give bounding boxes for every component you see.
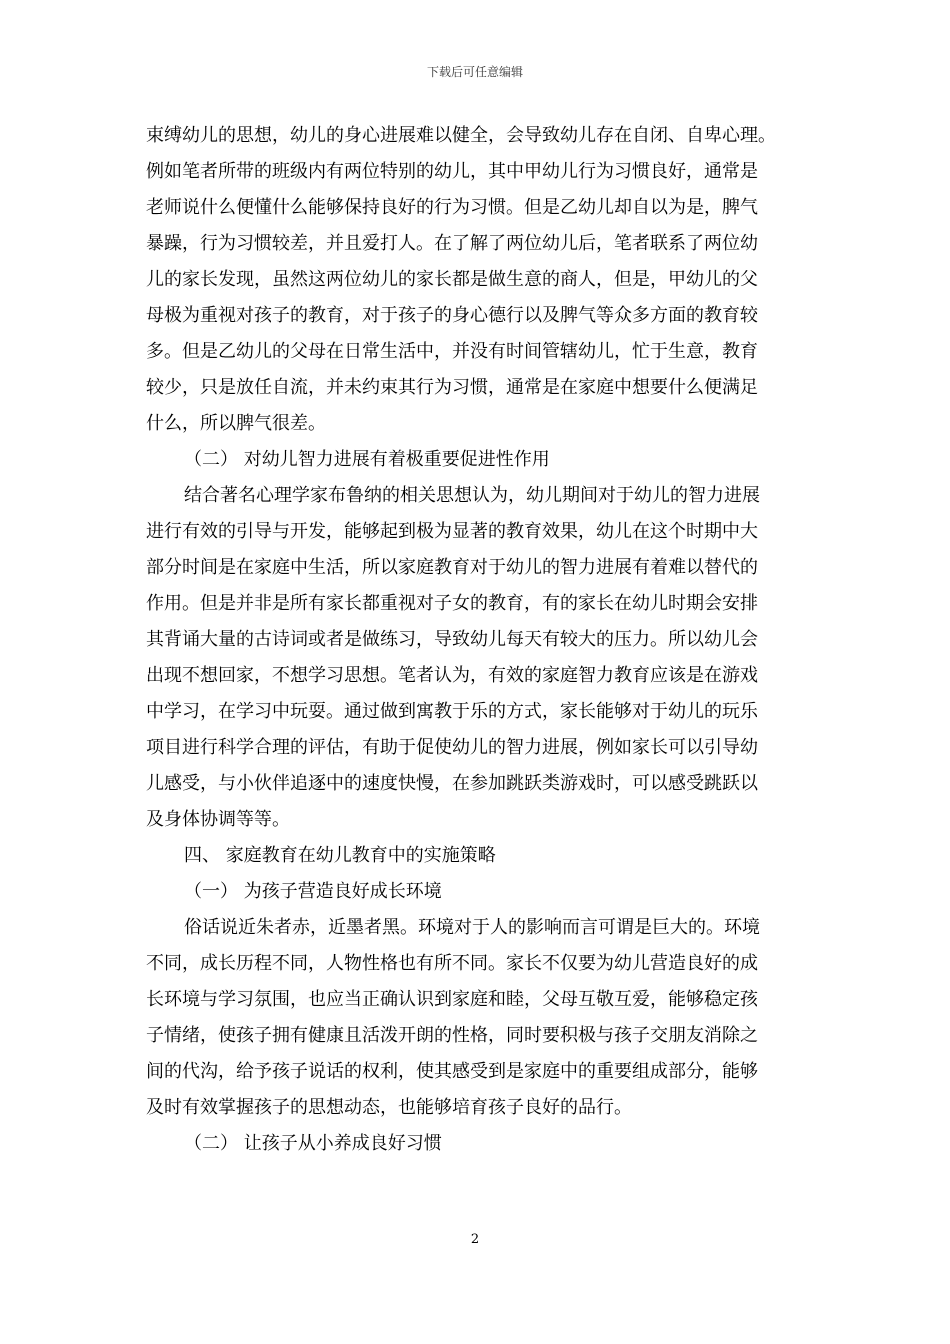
body-line: 俗话说近朱者赤，近墨者黑。环境对于人的影响而言可谓是巨大的。环境 xyxy=(184,917,760,938)
body-line: 暴躁，行为习惯较差，并且爱打人。在了解了两位幼儿后，笔者联系了两位幼 xyxy=(146,233,758,254)
body-line: 什么，所以脾气很差。 xyxy=(146,413,326,434)
body-line: 结合著名心理学家布鲁纳的相关思想认为，幼儿期间对于幼儿的智力进展 xyxy=(184,485,760,506)
body-line: 老师说什么便懂什么能够保持良好的行为习惯。但是乙幼儿却自以为是，脾气 xyxy=(146,197,758,218)
body-line: 项目进行科学合理的评估，有助于促使幼儿的智力进展，例如家长可以引导幼 xyxy=(146,737,758,758)
page-number: 2 xyxy=(470,1232,480,1247)
body-line: 作用。但是并非是所有家长都重视对子女的教育，有的家长在幼儿时期会安排 xyxy=(146,593,758,614)
body-line: 长环境与学习氛围，也应当正确认识到家庭和睦，父母互敬互爱，能够稳定孩 xyxy=(146,989,758,1010)
page-header: 下载后可任意编辑 xyxy=(426,65,523,79)
subsection-heading: （一） 为孩子营造良好成长环境 xyxy=(184,881,442,902)
body-line: 部分时间是在家庭中生活，所以家庭教育对于幼儿的智力进展有着难以替代的 xyxy=(146,557,758,578)
body-line: 束缚幼儿的思想，幼儿的身心进展难以健全，会导致幼儿存在自闭、自卑心理。 xyxy=(146,125,776,146)
body-line: 例如笔者所带的班级内有两位特别的幼儿，其中甲幼儿行为习惯良好，通常是 xyxy=(146,161,758,182)
body-line: 进行有效的引导与开发，能够起到极为显著的教育效果，幼儿在这个时期中大 xyxy=(146,521,758,542)
body-line: 儿的家长发现，虽然这两位幼儿的家长都是做生意的商人，但是，甲幼儿的父 xyxy=(146,269,758,290)
body-line: 间的代沟，给予孩子说话的权利，使其感受到是家庭中的重要组成部分，能够 xyxy=(146,1061,758,1082)
body-line: 子情绪，使孩子拥有健康且活泼开朗的性格，同时要积极与孩子交朋友消除之 xyxy=(146,1025,758,1046)
body-line: 及时有效掌握孩子的思想动态，也能够培育孩子良好的品行。 xyxy=(146,1097,632,1118)
body-line: 其背诵大量的古诗词或者是做练习，导致幼儿每天有较大的压力。所以幼儿会 xyxy=(146,629,758,650)
subsection-heading: （二） 让孩子从小养成良好习惯 xyxy=(184,1133,442,1154)
body-line: 多。但是乙幼儿的父母在日常生活中，并没有时间管辖幼儿，忙于生意，教育 xyxy=(146,341,758,362)
body-line: 儿感受，与小伙伴追逐中的速度快慢，在参加跳跃类游戏时，可以感受跳跃以 xyxy=(146,773,758,794)
section-heading: 四、 家庭教育在幼儿教育中的实施策略 xyxy=(184,845,496,866)
body-line: 及身体协调等等。 xyxy=(146,809,290,830)
body-line: 中学习，在学习中玩耍。通过做到寓教于乐的方式，家长能够对于幼儿的玩乐 xyxy=(146,701,758,722)
body-line: 不同，成长历程不同，人物性格也有所不同。家长不仅要为幼儿营造良好的成 xyxy=(146,953,758,974)
body-line: 出现不想回家，不想学习思想。笔者认为，有效的家庭智力教育应该是在游戏 xyxy=(146,665,758,686)
document-body xyxy=(146,118,810,1162)
body-line: 较少，只是放任自流，并未约束其行为习惯，通常是在家庭中想要什么便满足 xyxy=(146,377,758,398)
body-line: 母极为重视对孩子的教育，对于孩子的身心德行以及脾气等众多方面的教育较 xyxy=(146,305,758,326)
section-heading: （二） 对幼儿智力进展有着极重要促进性作用 xyxy=(184,449,550,470)
